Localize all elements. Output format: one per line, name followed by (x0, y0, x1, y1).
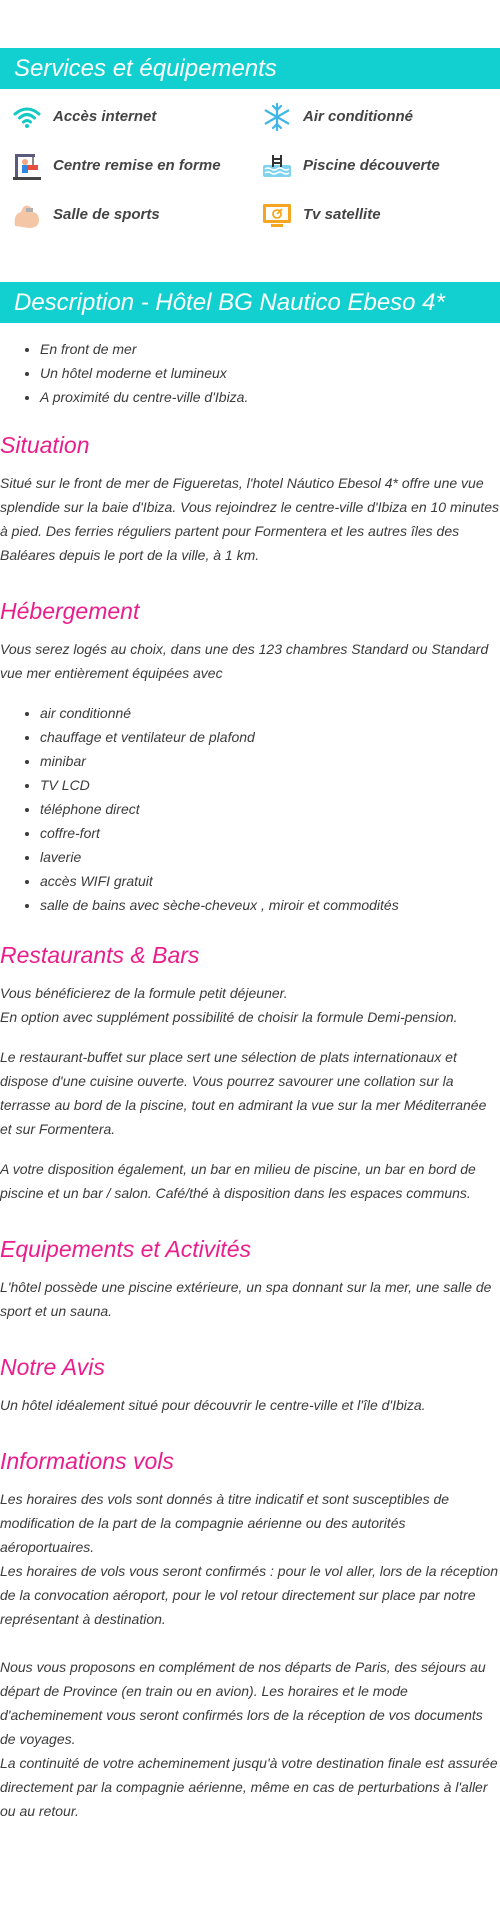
snowflake-icon (260, 101, 294, 132)
vols-para1: Les horaires des vols sont donnés à titre indicatif et sont susceptibles de modification de la part de la compagnie aérienne ou des autorités aéroportuaires. (0, 1491, 450, 1555)
list-item: • A proximité du centre-ville d'Ibiza. (40, 385, 500, 409)
list-item: • minibar (40, 749, 500, 773)
service-label: Piscine découverte (303, 157, 440, 174)
restaurants-line2: En option avec supplément possibilité de choisir la formule Demi-pension. (0, 1009, 458, 1025)
restaurants-heading: Restaurants & Bars (0, 942, 200, 968)
description-banner (0, 282, 500, 323)
situation-section (0, 429, 500, 567)
list-item: • chauffage et ventilateur de plafond (40, 725, 500, 749)
fitness-icon (10, 150, 44, 181)
restaurants-section (0, 939, 500, 1205)
description-title: Description - Hôtel BG Nautico Ebeso 4* (14, 289, 445, 316)
situation-text: Situé sur le front de mer de Figueretas, l'hotel Náutico Ebesol 4* offre une vue splendide sur la baie d'Ibiza. Vous rejoindrez le centre-ville d'Ibiza en 10 minutes à pied. Des ferries réguliers partent pour Formentera et les autres îles des Baléares depuis le port de la ville, à 1 km. (0, 475, 499, 563)
service-tv (260, 199, 500, 230)
highlights-list (0, 337, 500, 409)
restaurants-para3: A votre disposition également, un bar en milieu de piscine, un bar en bord de piscine et un bar / salon. Café/thé à disposition dans les espaces communs. (0, 1161, 476, 1201)
hebergement-text: Vous serez logés au choix, dans une des 123 chambres Standard ou Standard vue mer entièrement équipées avec (0, 641, 489, 681)
vols-para4: La continuité de votre acheminement jusqu'à votre destination finale est assurée directement par la compagnie aérienne, même en cas de perturbations à l'aller ou au retour. (0, 1755, 498, 1819)
service-fitness (10, 150, 260, 181)
list-item: • coffre-fort (40, 821, 500, 845)
service-gym (10, 199, 260, 230)
hotel-page (0, 48, 500, 1823)
list-item: • TV LCD (40, 773, 500, 797)
service-label: Accès internet (53, 108, 157, 125)
list-item: • salle de bains avec sèche-cheveux , miroir et commodités (40, 893, 500, 917)
vols-para2: Les horaires de vols vous seront confirmés : pour le vol aller, lors de la réception de la convocation aéroport, pour le vol retour directement sur place par notre représentant à destination. (0, 1563, 499, 1627)
service-label: Air conditionné (303, 108, 413, 125)
services-grid (0, 89, 500, 230)
vols-section (0, 1445, 500, 1823)
list-item: • accès WIFI gratuit (40, 869, 500, 893)
vols-para3: Nous vous proposons en complément de nos départs de Paris, des séjours au départ de Province (en train ou en avion). Les horaires et le mode d'acheminement vous seront confirmés lors de la réception de vos documents de voyages. (0, 1659, 486, 1747)
vols-heading: Informations vols (0, 1448, 174, 1474)
service-internet (10, 101, 260, 132)
equipements-heading: Equipements et Activités (0, 1236, 251, 1262)
list-item: • Un hôtel moderne et lumineux (40, 361, 500, 385)
restaurants-para2: Le restaurant-buffet sur place sert une sélection de plats internationaux et dispose d'une cuisine ouverte. Vous pourrez savourer une collation sur la terrasse au bord de la piscine, tout en admirant la vue sur la mer Méditerranée et sur Formentera. (0, 1049, 487, 1137)
service-ac (260, 101, 500, 132)
avis-heading: Notre Avis (0, 1354, 105, 1380)
service-label: Salle de sports (53, 206, 160, 223)
service-label: Centre remise en forme (53, 157, 221, 174)
restaurants-line1: Vous bénéficierez de la formule petit déjeuner. (0, 985, 288, 1001)
tv-icon (260, 199, 294, 230)
avis-text: Un hôtel idéalement situé pour découvrir le centre-ville et l'île d'Ibiza. (0, 1397, 426, 1413)
hebergement-list (0, 701, 500, 917)
equipements-text: L'hôtel possède une piscine extérieure, un spa donnant sur la mer, une salle de sport et un sauna. (0, 1279, 492, 1319)
muscle-icon (10, 199, 44, 230)
equipements-section (0, 1233, 500, 1323)
service-label: Tv satellite (303, 206, 381, 223)
wifi-icon (10, 101, 44, 132)
list-item: • En front de mer (40, 337, 500, 361)
avis-section (0, 1351, 500, 1417)
service-pool (260, 150, 500, 181)
services-title: Services et équipements (14, 55, 277, 82)
hebergement-heading: Hébergement (0, 598, 140, 624)
list-item: • téléphone direct (40, 797, 500, 821)
services-banner (0, 48, 500, 89)
situation-heading: Situation (0, 432, 90, 458)
pool-icon (260, 150, 294, 181)
list-item: • laverie (40, 845, 500, 869)
list-item: • air conditionné (40, 701, 500, 725)
hebergement-section (0, 595, 500, 917)
